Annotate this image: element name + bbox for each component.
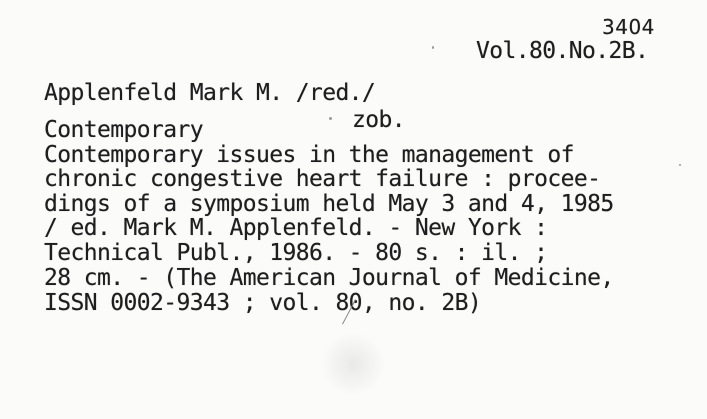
body-line-6: 28 cm. - (The American Journal of Medicine, [44,265,614,291]
body-line-5: Technical Publ., 1986. - 80 s. : il. ; [44,240,548,266]
call-number: 3404 [602,15,655,39]
volume-line: Vol.80.No.2B. [476,38,649,64]
body-line-4: / ed. Mark M. Applenfeld. - New York : [44,215,548,241]
body-line-1: Contemporary issues in the management of [44,142,574,168]
body-line-2: chronic congestive heart failure : procee- [44,166,601,192]
body-line-7: ISSN 0002-9343 ; vol. 80, no. 2B) [44,290,482,316]
body-line-3: dings of a symposium held May 3 and 4, 1985 [44,191,614,217]
short-title: Contemporary [44,117,203,143]
scan-speck [679,164,681,166]
scan-speck [432,46,434,49]
paper-stain [318,334,388,394]
note: zob. [352,107,405,133]
editor-line: Applenfeld Mark M. /red./ [44,80,376,106]
scan-speck [329,117,332,120]
